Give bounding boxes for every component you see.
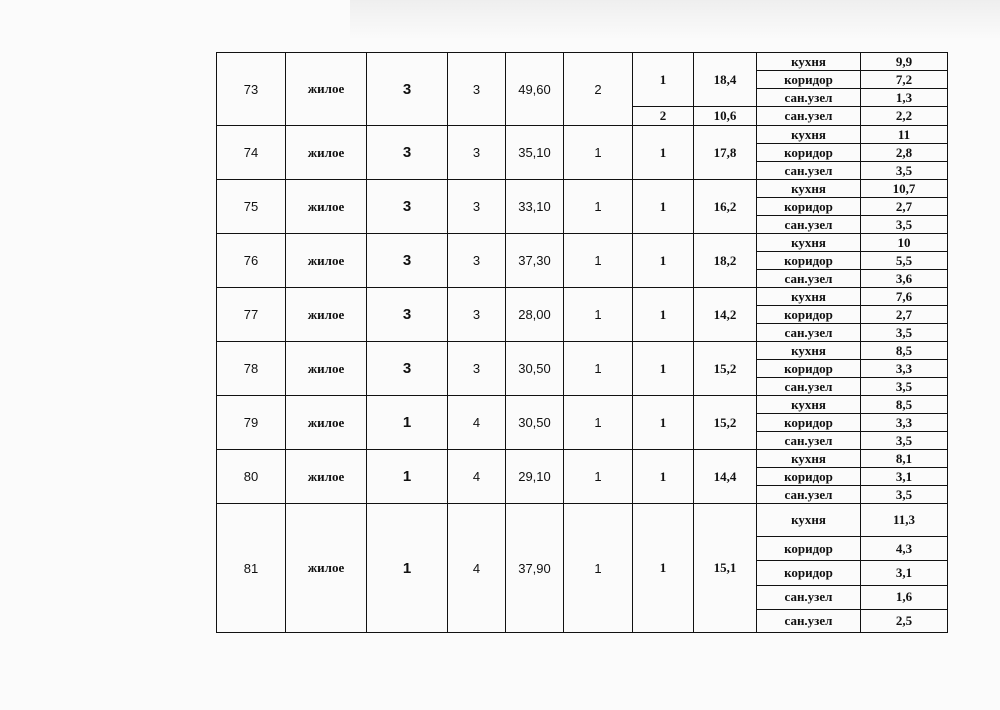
aux-room-name: коридор <box>757 252 861 270</box>
aux-room-area: 4,3 <box>861 537 948 561</box>
aux-room-name: сан.узел <box>757 609 861 632</box>
aux-room-name: коридор <box>757 306 861 324</box>
table-row <box>217 450 948 468</box>
aux-room-name: коридор <box>757 414 861 432</box>
apartment-number: 73 <box>217 53 286 126</box>
section-number: 3 <box>367 288 448 342</box>
premises-type: жилое <box>286 234 367 288</box>
aux-room-area: 3,5 <box>861 162 948 180</box>
rooms-count: 2 <box>564 53 633 126</box>
apartment-number: 78 <box>217 342 286 396</box>
rooms-count: 1 <box>564 450 633 504</box>
room-number: 1 <box>633 53 694 107</box>
total-area: 29,10 <box>506 450 564 504</box>
aux-room-name: кухня <box>757 288 861 306</box>
total-area: 49,60 <box>506 53 564 126</box>
section-number: 1 <box>367 396 448 450</box>
floor-number: 3 <box>448 288 506 342</box>
aux-room-area: 2,2 <box>861 107 948 126</box>
table-row <box>217 126 948 144</box>
aux-room-area: 10,7 <box>861 180 948 198</box>
aux-room-area: 3,5 <box>861 216 948 234</box>
table-row <box>217 288 948 306</box>
aux-room-name: сан.узел <box>757 270 861 288</box>
aux-room-area: 1,3 <box>861 89 948 107</box>
aux-room-area: 3,5 <box>861 486 948 504</box>
aux-room-name: коридор <box>757 468 861 486</box>
aux-room-area: 1,6 <box>861 585 948 609</box>
aux-room-name: коридор <box>757 537 861 561</box>
premises-type: жилое <box>286 396 367 450</box>
aux-room-name: коридор <box>757 144 861 162</box>
floor-number: 3 <box>448 180 506 234</box>
floor-number: 3 <box>448 126 506 180</box>
premises-type: жилое <box>286 180 367 234</box>
aux-room-area: 3,1 <box>861 468 948 486</box>
scan-shadow <box>350 0 1000 40</box>
aux-room-area: 11,3 <box>861 504 948 537</box>
room-number: 1 <box>633 450 694 504</box>
aux-room-area: 3,5 <box>861 324 948 342</box>
room-number: 1 <box>633 126 694 180</box>
aux-room-area: 3,6 <box>861 270 948 288</box>
section-number: 3 <box>367 180 448 234</box>
floor-number: 3 <box>448 342 506 396</box>
apartment-number: 77 <box>217 288 286 342</box>
premises-type: жилое <box>286 126 367 180</box>
aux-room-area: 3,5 <box>861 432 948 450</box>
total-area: 35,10 <box>506 126 564 180</box>
rooms-count: 1 <box>564 288 633 342</box>
total-area: 33,10 <box>506 180 564 234</box>
aux-room-area: 2,5 <box>861 609 948 632</box>
floor-number: 4 <box>448 396 506 450</box>
aux-room-name: кухня <box>757 342 861 360</box>
apartment-number: 74 <box>217 126 286 180</box>
section-number: 3 <box>367 126 448 180</box>
total-area: 37,90 <box>506 504 564 633</box>
aux-room-name: кухня <box>757 396 861 414</box>
table-row <box>217 234 948 252</box>
aux-room-area: 8,5 <box>861 342 948 360</box>
aux-room-name: сан.узел <box>757 162 861 180</box>
apartment-number: 81 <box>217 504 286 633</box>
rooms-count: 1 <box>564 126 633 180</box>
aux-room-area: 2,8 <box>861 144 948 162</box>
living-area: 15,2 <box>694 342 757 396</box>
living-area: 15,2 <box>694 396 757 450</box>
floor-number: 3 <box>448 53 506 126</box>
aux-room-area: 3,3 <box>861 414 948 432</box>
aux-room-name: сан.узел <box>757 486 861 504</box>
room-number: 1 <box>633 396 694 450</box>
floor-number: 4 <box>448 504 506 633</box>
living-area: 10,6 <box>694 107 757 126</box>
total-area: 30,50 <box>506 396 564 450</box>
section-number: 3 <box>367 342 448 396</box>
aux-room-name: сан.узел <box>757 324 861 342</box>
aux-room-name: кухня <box>757 53 861 71</box>
living-area: 17,8 <box>694 126 757 180</box>
table-body <box>217 53 948 633</box>
rooms-count: 1 <box>564 180 633 234</box>
aux-room-area: 11 <box>861 126 948 144</box>
apartment-number: 80 <box>217 450 286 504</box>
aux-room-name: кухня <box>757 234 861 252</box>
rooms-count: 1 <box>564 504 633 633</box>
aux-room-name: сан.узел <box>757 585 861 609</box>
aux-room-area: 5,5 <box>861 252 948 270</box>
aux-room-name: коридор <box>757 360 861 378</box>
aux-room-name: коридор <box>757 71 861 89</box>
room-number: 1 <box>633 234 694 288</box>
aux-room-name: сан.узел <box>757 89 861 107</box>
aux-room-name: сан.узел <box>757 107 861 126</box>
aux-room-name: кухня <box>757 180 861 198</box>
aux-room-area: 8,1 <box>861 450 948 468</box>
table-row <box>217 504 948 537</box>
table-row <box>217 342 948 360</box>
aux-room-area: 10 <box>861 234 948 252</box>
living-area: 14,2 <box>694 288 757 342</box>
apartment-number: 75 <box>217 180 286 234</box>
aux-room-area: 7,6 <box>861 288 948 306</box>
premises-type: жилое <box>286 53 367 126</box>
living-area: 15,1 <box>694 504 757 633</box>
aux-room-area: 3,5 <box>861 378 948 396</box>
aux-room-name: кухня <box>757 504 861 537</box>
aux-room-name: кухня <box>757 450 861 468</box>
aux-room-name: коридор <box>757 561 861 585</box>
apartment-number: 79 <box>217 396 286 450</box>
room-number: 1 <box>633 504 694 633</box>
living-area: 16,2 <box>694 180 757 234</box>
floor-number: 4 <box>448 450 506 504</box>
table-row <box>217 396 948 414</box>
section-number: 3 <box>367 53 448 126</box>
aux-room-area: 3,1 <box>861 561 948 585</box>
room-number: 1 <box>633 180 694 234</box>
total-area: 37,30 <box>506 234 564 288</box>
floor-number: 3 <box>448 234 506 288</box>
section-number: 3 <box>367 234 448 288</box>
aux-room-name: коридор <box>757 198 861 216</box>
aux-room-area: 8,5 <box>861 396 948 414</box>
total-area: 30,50 <box>506 342 564 396</box>
section-number: 1 <box>367 450 448 504</box>
rooms-count: 1 <box>564 342 633 396</box>
aux-room-area: 2,7 <box>861 306 948 324</box>
living-area: 14,4 <box>694 450 757 504</box>
premises-type: жилое <box>286 450 367 504</box>
rooms-count: 1 <box>564 234 633 288</box>
aux-room-area: 9,9 <box>861 53 948 71</box>
room-number: 1 <box>633 288 694 342</box>
room-number: 1 <box>633 342 694 396</box>
aux-room-name: сан.узел <box>757 216 861 234</box>
aux-room-name: сан.узел <box>757 378 861 396</box>
living-area: 18,4 <box>694 53 757 107</box>
aux-room-area: 3,3 <box>861 360 948 378</box>
total-area: 28,00 <box>506 288 564 342</box>
rooms-count: 1 <box>564 396 633 450</box>
premises-type: жилое <box>286 288 367 342</box>
room-number: 2 <box>633 107 694 126</box>
living-area: 18,2 <box>694 234 757 288</box>
aux-room-area: 7,2 <box>861 71 948 89</box>
premises-type: жилое <box>286 342 367 396</box>
table-row <box>217 53 948 71</box>
apartment-table <box>216 52 948 633</box>
aux-room-name: кухня <box>757 126 861 144</box>
aux-room-area: 2,7 <box>861 198 948 216</box>
apartment-number: 76 <box>217 234 286 288</box>
section-number: 1 <box>367 504 448 633</box>
aux-room-name: сан.узел <box>757 432 861 450</box>
table-row <box>217 180 948 198</box>
premises-type: жилое <box>286 504 367 633</box>
